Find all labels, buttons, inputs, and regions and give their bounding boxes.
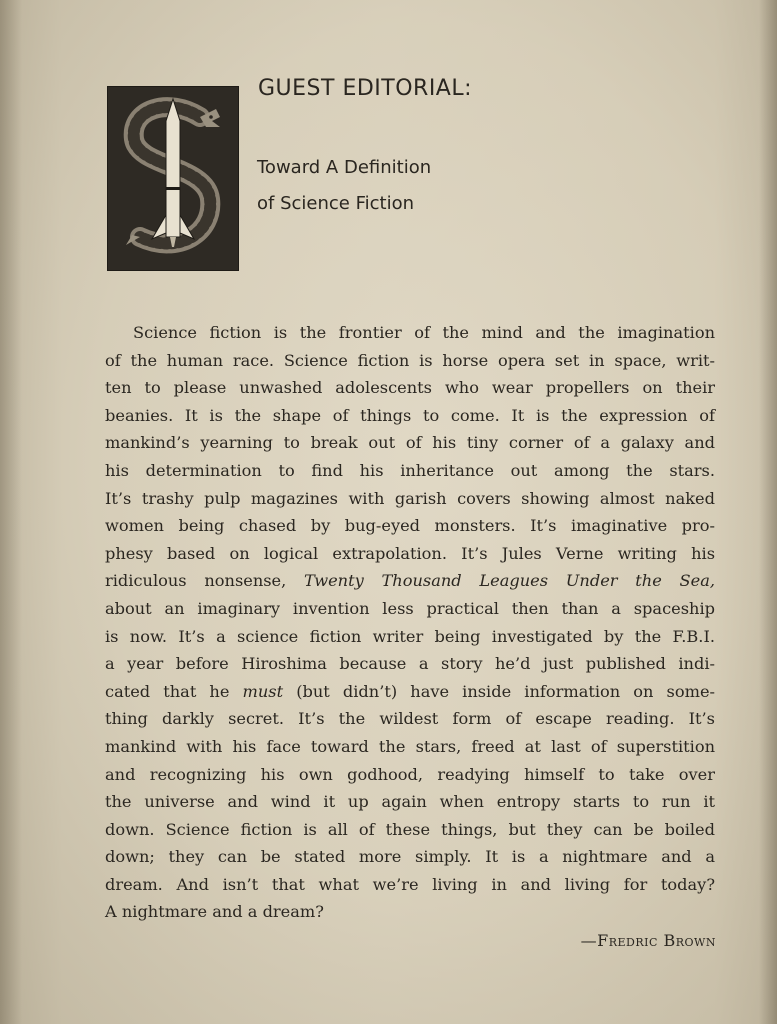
body-line: ten to please unwashed adolescents who wear propellers on their <box>105 378 715 398</box>
editorial-body <box>105 319 715 926</box>
body-line: mankind with his face toward the stars, freed at last of superstition <box>105 736 715 756</box>
body-line: of the human race. Science fiction is horse opera set in space, writ- <box>105 350 715 370</box>
body-line: A nightmare and a dream? <box>105 902 324 922</box>
body-line-with-emphasis <box>105 678 715 706</box>
body-line: mankind’s yearning to break out of his tiny corner of a galaxy and <box>105 433 715 453</box>
kicker-heading: GUEST EDITORIAL: <box>258 76 473 101</box>
body-line: Science fiction is the frontier of the mind and the imagination <box>133 323 715 342</box>
body-line: the universe and wind it up again when entropy starts to run it <box>105 792 715 812</box>
body-line: phesy based on logical extrapolation. It’s Jules Verne writing his <box>105 543 715 563</box>
body-line-text: cated that he <box>105 681 243 701</box>
body-line: women being chased by bug-eyed monsters. It’s imaginative pro- <box>105 516 715 536</box>
body-line-with-title <box>105 567 715 595</box>
article-title <box>257 150 517 222</box>
body-line: down; they can be stated more simply. It is a nightmare and a <box>105 847 715 867</box>
article-title-line: of Science Fiction <box>257 193 414 214</box>
body-line: is now. It’s a science fiction writer being investigated by the F.B.I. <box>105 626 715 646</box>
body-line: his determination to find his inheritance out among the stars. <box>105 460 715 480</box>
book-title: Twenty Thousand Leagues Under the Sea, <box>304 571 715 591</box>
body-line: a year before Hiroshima because a story he’d just published indi- <box>105 654 715 674</box>
body-line: thing darkly secret. It’s the wildest form of escape reading. It’s <box>105 709 715 729</box>
rocket-dragon-emblem-icon <box>107 86 239 271</box>
body-line: and recognizing his own godhood, readying himself to take over <box>105 764 715 784</box>
body-line: down. Science fiction is all of these things, but they can be boiled <box>105 819 715 839</box>
emphasis-word: must <box>242 681 284 701</box>
body-line-text: (but didn’t) have inside information on some- <box>283 681 715 701</box>
body-line: about an imaginary invention less practical then than a spaceship <box>105 598 715 618</box>
article-title-line: Toward A Definition <box>257 157 432 178</box>
body-line: beanies. It is the shape of things to come. It is the expression of <box>105 405 715 425</box>
body-line: dream. And isn’t that what we’re living in and living for today? <box>105 874 715 894</box>
body-line-text: ridiculous nonsense, <box>105 571 305 591</box>
author-signature: —Fredric Brown <box>580 931 716 950</box>
body-line: It’s trashy pulp magazines with garish covers showing almost naked <box>105 488 715 508</box>
